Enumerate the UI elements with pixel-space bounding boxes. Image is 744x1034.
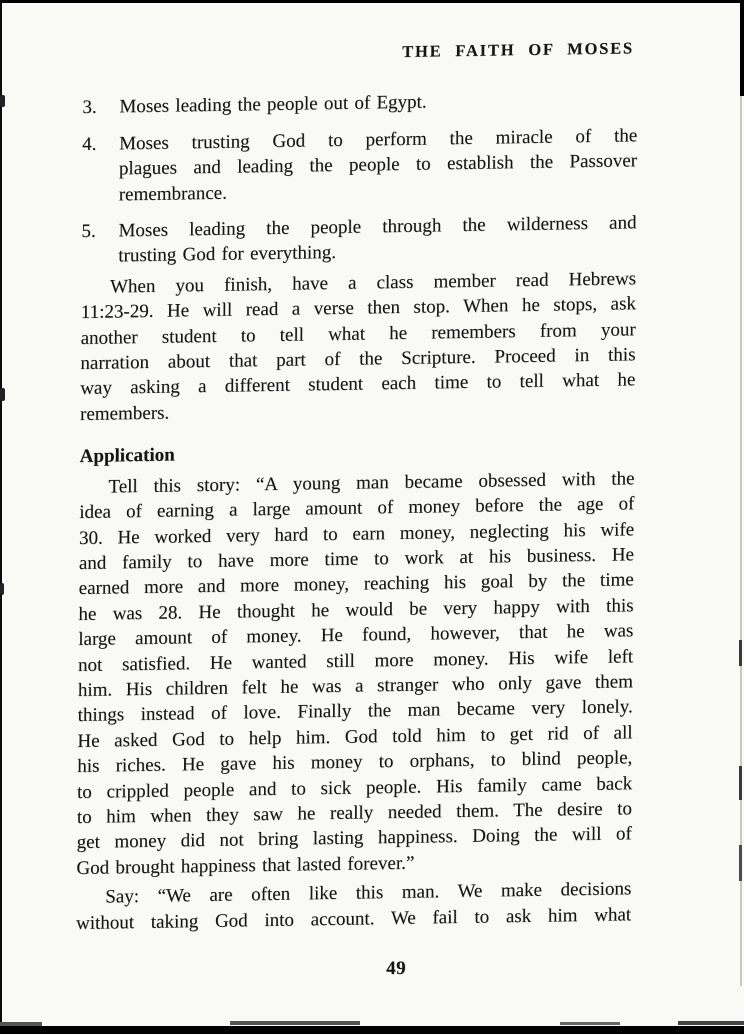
text-line: God brought happiness that lasted forever.” [76,852,415,879]
scan-artifact [0,583,4,595]
list-item-text [119,87,637,121]
text-line: Tell this story: “A young man became obsessed with the [108,467,635,498]
text-line: idea of earning a large amount of money before the age of [79,493,635,524]
text-line: get money did not bring lasting happiness. Doing the will of [76,823,632,854]
text-line: plagues and leading the people to establish the Passover [118,150,638,180]
text-line: him. His children felt he was a stranger who only gave them [77,671,634,701]
scan-artifact [560,1022,620,1025]
text-line: When you finish, have a class member read Hebrews [109,268,637,298]
scan-artifact [0,388,5,401]
text-line: 30. He worked very hard to earn money, neglecting his wife [78,518,635,549]
text-line: another student to tell what he remembers from your [80,318,636,349]
text-line: earned more and more money, reaching his goal by the time [78,569,634,600]
running-header: THE FAITH OF MOSES [402,38,634,61]
paragraph-instructions [80,266,636,427]
list-item-number: 5. [81,220,96,243]
text-line: remembers. [79,402,170,425]
page-number: 49 [386,957,407,980]
text-line: Moses trusting God to perform the miracle of the [119,125,638,155]
text-line: not satisfied. He wanted still more money. His wife left [77,645,634,676]
scan-border-left [0,0,2,1034]
text-line: Moses leading the people through the wilderness and [118,212,637,242]
list-item-5 [81,210,636,270]
text-line: large amount of money. He found, however, that he was [78,620,634,651]
scan-artifact [230,1021,360,1025]
list-item-number: 3. [82,97,97,119]
scan-artifact [739,640,742,666]
text-line: narration about that part of the Scripture. Proceed in this [80,344,636,375]
list-item-text [118,210,636,269]
text-line: and family to have more time to work at his business. He [78,544,635,574]
scan-artifact [678,1021,744,1025]
text-line: to him when they saw he really needed them. The desire to [76,798,633,828]
paragraph-say [76,876,631,936]
scan-border-bottom [0,1026,744,1034]
application-heading: Application [79,444,175,468]
text-line: things instead of love. Finally the man became very lonely. [77,696,633,727]
text-line: way asking a different student each time to tell what he [80,369,636,400]
text-line: trusting God for everything. [118,242,337,267]
scan-artifact [739,845,742,881]
list-item-4 [82,123,638,208]
text-line: 11:23-29. He will read a verse then stop. When he stops, ask [80,293,636,324]
scan-border-top [0,0,744,3]
page-content [76,29,639,986]
scan-border-right [740,0,744,96]
list-item-text [119,123,638,207]
scan-artifact [739,766,742,800]
text-line: to crippled people and to sick people. His family came back [76,772,633,803]
text-line: Moses leading the people out of Egypt. [119,92,427,118]
text-line: he was 28. He thought he would be very happy with this [78,595,634,625]
paragraph-story [76,466,634,881]
text-line: his riches. He gave his money to orphans, to blind people, [77,747,633,778]
list-item-number: 4. [82,133,97,155]
scan-artifact [0,1022,42,1026]
text-line: remembrance. [118,182,228,206]
scan-artifact [0,95,5,107]
text-line: Say: “We are often like this man. We make decisions [105,878,632,908]
text-line: without taking God into account. We fail to ask him what [75,903,632,934]
list-item-3 [82,87,637,121]
text-line: He asked God to help him. God told him to get rid of all [77,722,633,752]
